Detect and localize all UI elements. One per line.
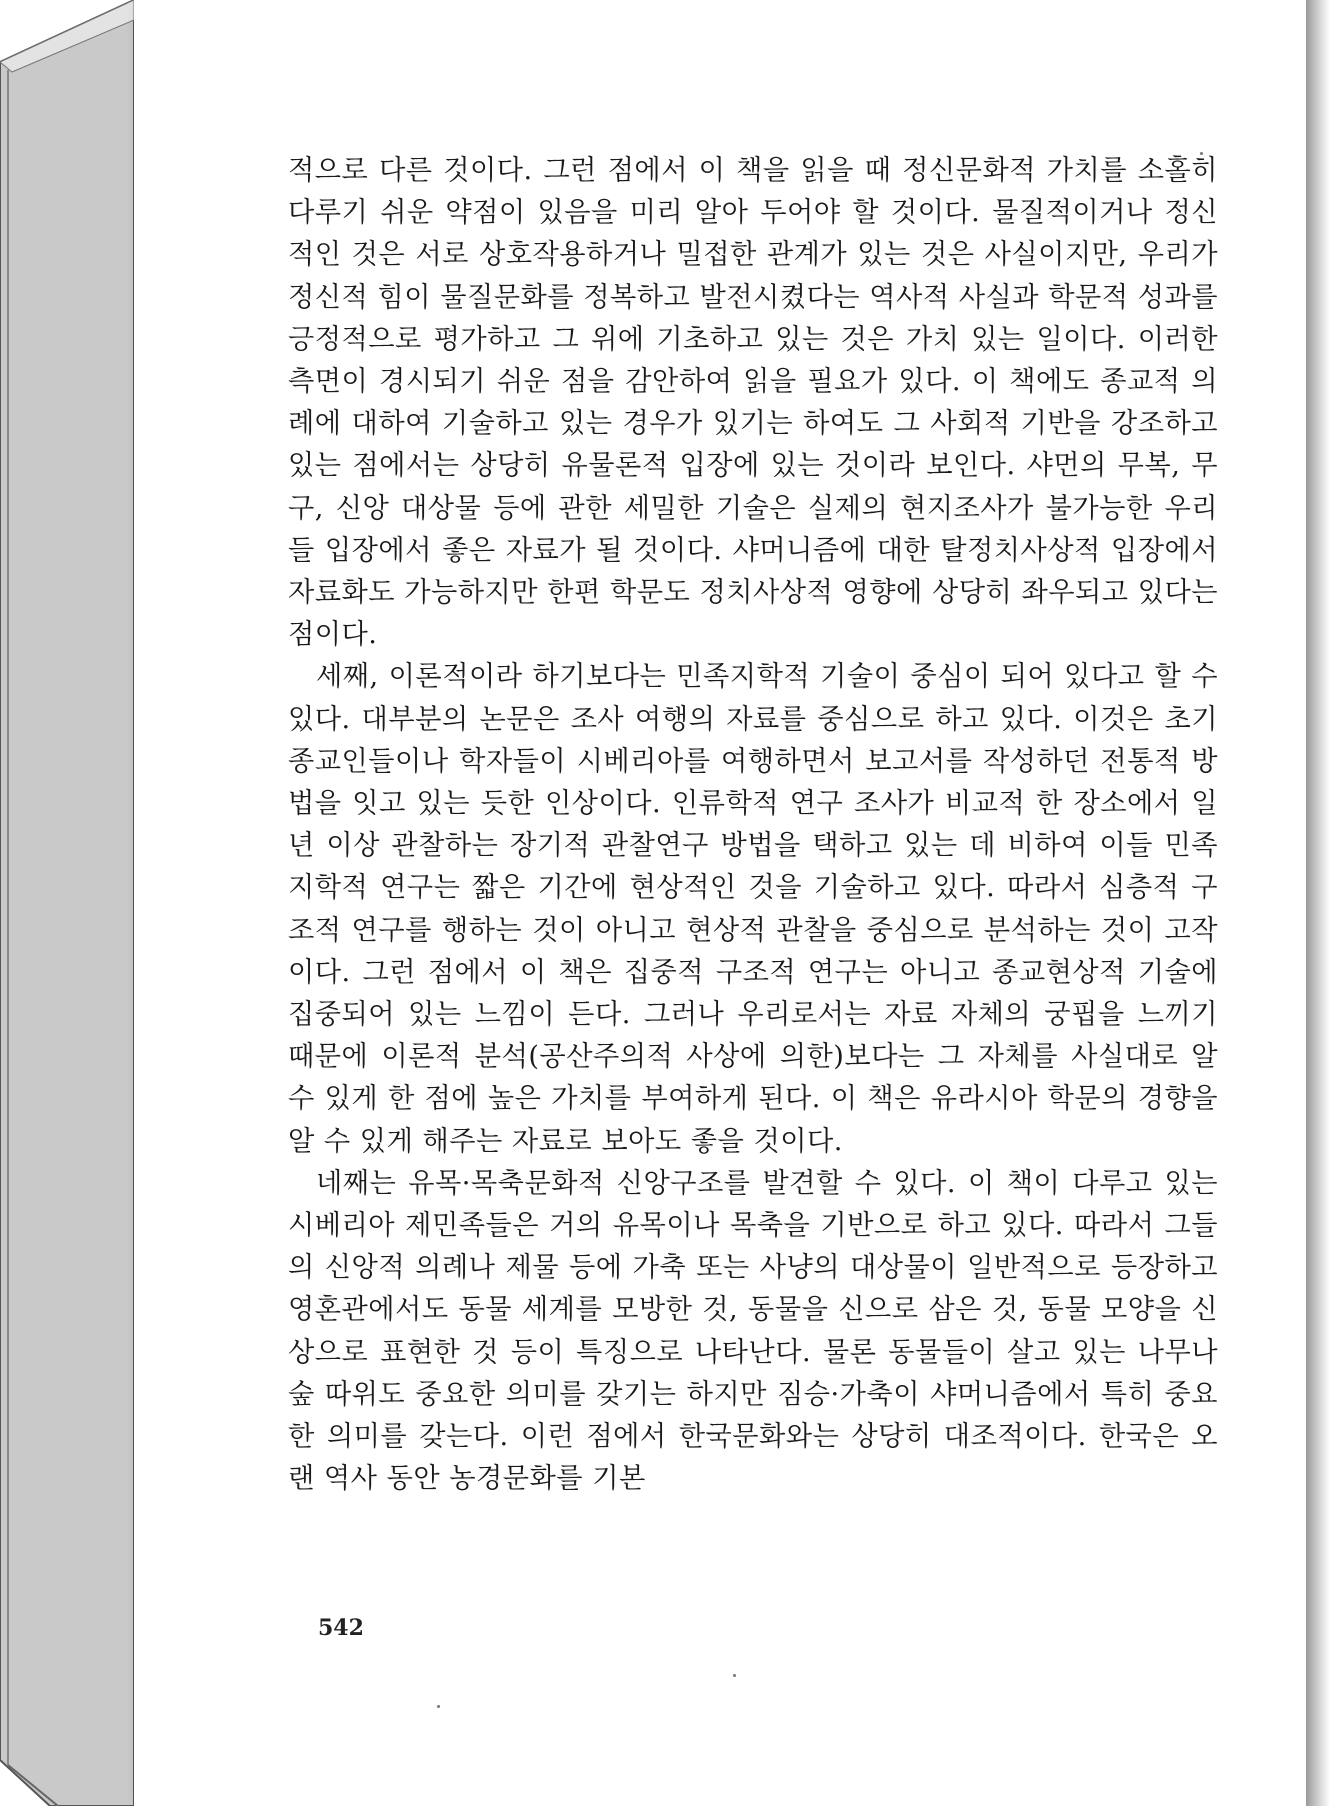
page-number: 542 <box>318 1615 364 1641</box>
scan-speck <box>437 1705 440 1708</box>
page-edge-shadow <box>1306 0 1330 1806</box>
paragraph-2: 세째, 이론적이라 하기보다는 민족지학적 기술이 중심이 되어 있다고 할 수 있다. 대부분의 논문은 조사 여행의 자료를 중심으로 하고 있다. 이것은 초기 종교인들이나 학자들이 시베리아를 여행하면서 보고서를 작성하던 전통적 방법을 잇고 있는 듯한 인상이다. 인류학적 연구 조사가 비교적 한 장소에서 일 년 이상 관찰하는 장기적 관찰연구 방법을 택하고 있는 데 비하여 이들 민족지학적 연구는 짧은 기간에 현상적인 것을 기술하고 있다. 따라서 심층적 구조적 연구를 행하는 것이 아니고 현상적 관찰을 중심으로 분석하는 것이 고작이다. 그런 점에서 이 책은 집중적 구조적 연구는 아니고 종교현상적 기술에 집중되어 있는 느낌이 든다. 그러나 우리로서는 자료 자체의 궁핍을 느끼기 때문에 이론적 분석(공산주의적 사상에 의한)보다는 그 자체를 사실대로 알 수 있게 한 점에 높은 가치를 부여하게 된다. 이 책은 유라시아 학문의 경향을 알 수 있게 해주는 자료로 보아도 좋을 것이다. <box>288 661 1218 1157</box>
scan-speck <box>1200 152 1203 155</box>
paragraph-1: 적으로 다른 것이다. 그런 점에서 이 책을 읽을 때 정신문화적 가치를 소홀히 다루기 쉬운 약점이 있음을 미리 알아 두어야 할 것이다. 물질적이거나 정신적인 것은 서로 상호작용하거나 밀접한 관계가 있는 것은 사실이지만, 우리가 정신적 힘이 물질문화를 정복하고 발전시켰다는 역사적 사실과 학문적 성과를 긍정적으로 평가하고 그 위에 기초하고 있는 것은 가치 있는 일이다. 이러한 측면이 경시되기 쉬운 점을 감안하여 읽을 필요가 있다. 이 책에도 종교적 의례에 대하여 기술하고 있는 경우가 있기는 하여도 그 사회적 기반을 강조하고 있는 점에서는 상당히 유물론적 입장에 있는 것이라 보인다. 샤먼의 무복, 무구, 신앙 대상물 등에 관한 세밀한 기술은 실제의 현지조사가 불가능한 우리들 입장에서 좋은 자료가 될 것이다. 샤머니즘에 대한 탈정치사상적 입장에서 자료화도 가능하지만 한편 학문도 정치사상적 영향에 상당히 좌우되고 있다는 점이다. <box>288 155 1218 651</box>
body-text <box>288 150 1218 1501</box>
paragraph-3: 네째는 유목·목축문화적 신앙구조를 발견할 수 있다. 이 책이 다루고 있는 시베리아 제민족들은 거의 유목이나 목축을 기반으로 하고 있다. 따라서 그들의 신앙적 의례나 제물 등에 가축 또는 사냥의 대상물이 일반적으로 등장하고 영혼관에서도 동물 세계를 모방한 것, 동물을 신으로 삼은 것, 동물 모양을 신상으로 표현한 것 등이 특징으로 나타난다. 물론 동물들이 살고 있는 나무나 숲 따위도 중요한 의미를 갖기는 하지만 짐승·가축이 샤머니즘에서 특히 중요한 의미를 갖는다. 이런 점에서 한국문화와는 상당히 대조적이다. 한국은 오랜 역사 동안 농경문화를 기본 <box>288 1167 1218 1495</box>
scan-speck <box>733 1674 736 1677</box>
